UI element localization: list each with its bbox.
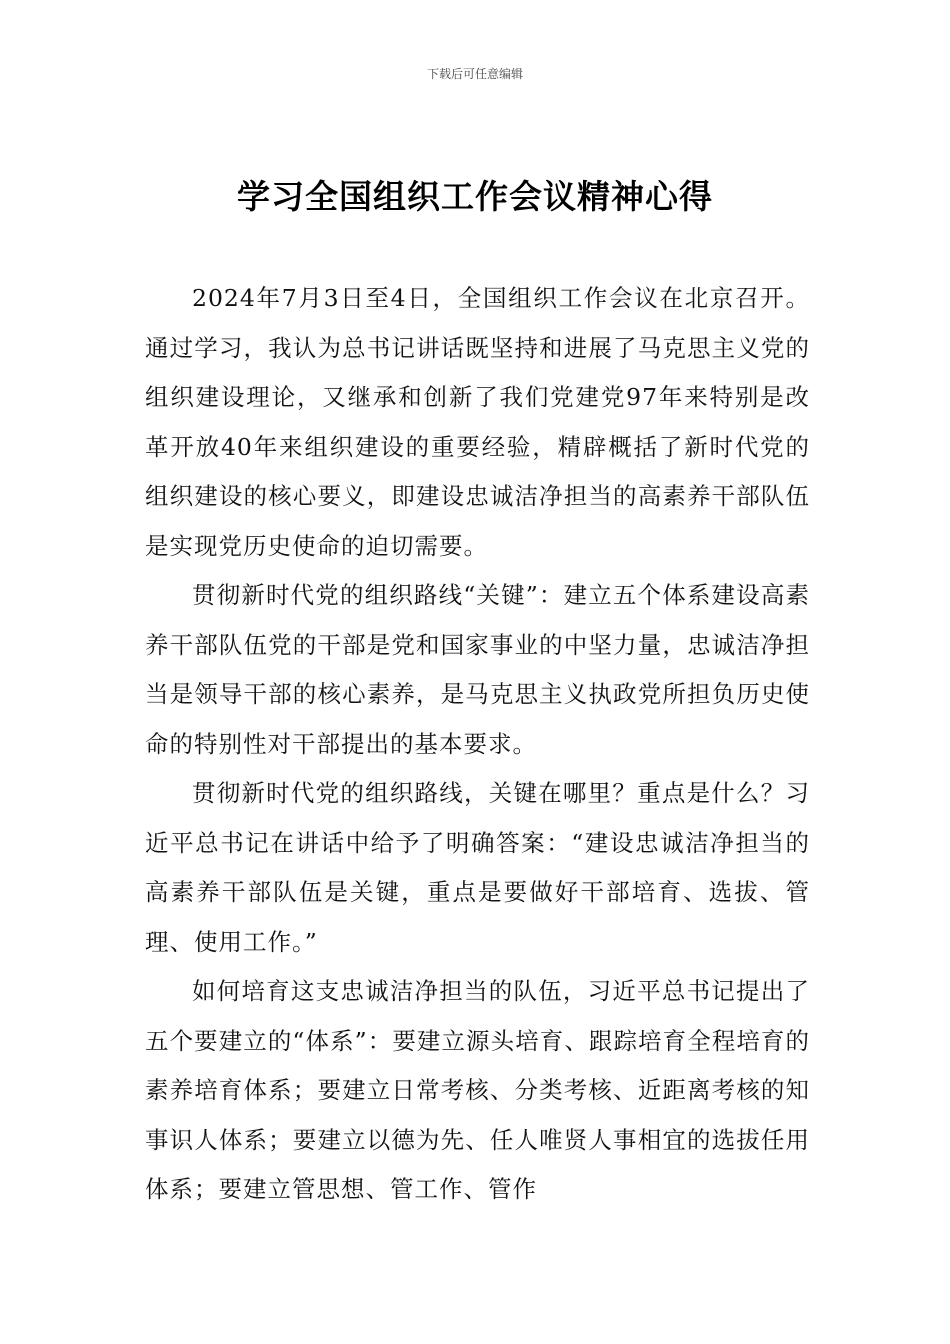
- body-paragraph: 如何培育这支忠诚洁净担当的队伍，习近平总书记提出了五个要建立的“体系”：要建立源头培育、跟踪培育全程培育的素养培育体系；要建立日常考核、分类考核、近距离考核的知事识人体系；要建立以德为先、任人唯贤人事相宜的选拔任用体系；要建立管思想、管工作、管作: [145, 977, 810, 1203]
- body-paragraph: 贯彻新时代党的组织路线，关键在哪里？重点是什么？习近平总书记在讲话中给予了明确答案：“建设忠诚洁净担当的高素养干部队伍是关键，重点是要做好干部培育、选拔、管理、使用工作。”: [145, 779, 810, 956]
- header-note: 下载后可任意编辑: [426, 67, 523, 81]
- document-body: [145, 274, 810, 1215]
- document-title: 学习全国组织工作会议精神心得: [237, 177, 713, 216]
- body-paragraph: 贯彻新时代党的组织路线“关键”：建立五个体系建设高素养干部队伍党的干部是党和国家事业的中坚力量，忠诚洁净担当是领导干部的核心素养，是马克思主义执政党所担负历史使命的特别性对干部提出的基本要求。: [145, 581, 810, 758]
- body-paragraph: 2024年7月3日至4日，全国组织工作会议在北京召开。通过学习，我认为总书记讲话既坚持和进展了马克思主义党的组织建设理论，又继承和创新了我们党建党97年来特别是改革开放40年来组织建设的重要经验，精辟概括了新时代党的组织建设的核心要义，即建设忠诚洁净担当的高素养干部队伍是实现党历史使命的迫切需要。: [145, 284, 810, 560]
